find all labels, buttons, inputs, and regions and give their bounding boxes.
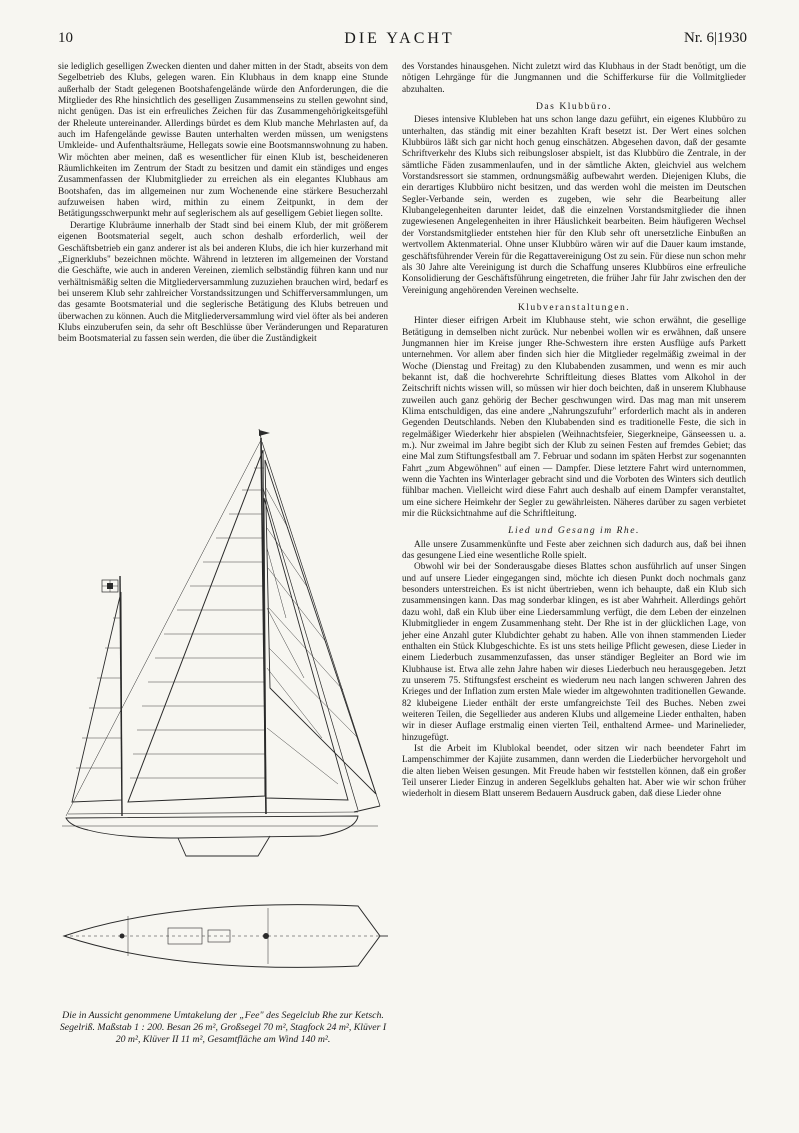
- lied-paragraph-2: Obwohl wir bei der Sonderausgabe dieses Blattes schon ausführlich auf unser Singen und auf unsere Lieder eingegangen sind, möchte ich diesen Punkt doch nochmals ganz besonders unterstreichen. Es ist nicht übertrieben, wenn ich behaupte, daß ein Klub sich zusammensingen kann. Das mag sonderbar klingen, es ist aber Wahrheit. Allerdings gehört dazu wohl, daß ein Klub über eine Liedersammlung verfügt, die dem Leben der einzelnen Klubmitglieder in engem Zusammenhang steht. Der Rhe ist in der glücklichen Lage, von jeher eine Anzahl guter Klubdichter gehabt zu haben. Alle von ihnen stammenden Lieder enthalten ein Stück Klubgeschichte. Es ist uns stets heilige Pflicht gewesen, diese Lieder in einem Liederbuch zusammenzufassen, das unser ständiger Begleiter an Bord wie im Klubhause ist. Etwa alle zehn Jahre haben wir dieses Liederbuch neu herausgegeben. Jetzt zu unserem 75. Stiftungsfest erscheint es wiederum neu nach langen schweren Jahren des Krieges und der Inflation zum ersten Male wieder im altgewohnten traditionellen Gewande. 82 klubeigene Lieder enthält der erste umfangreichste Teil des Buches. Neben zwei weiteren Teilen, die Segellieder aus anderen Klubs und allgemeine Lieder enthalten, haben wir in dieser Auflage erstmalig einen vierten Teil, enthaltend Armee- und Marinelieder, hinzugefügt.: [402, 562, 746, 743]
- masthead-title: DIE YACHT: [344, 30, 455, 47]
- left-column: [58, 62, 388, 346]
- mizzen-sail: [72, 592, 122, 802]
- sail-plan-drawing: [58, 428, 388, 1006]
- page-number: 10: [58, 30, 73, 46]
- jib-seams: [266, 488, 358, 784]
- lied-paragraph-1: Alle unsere Zusammenkünfte und Feste aber zeichnen sich dadurch aus, daß bei ihnen das gesungene Lied eine wesentliche Rolle spielt.: [402, 539, 746, 562]
- left-paragraph-1: sie lediglich geselligen Zwecken dienten und daher mitten in der Stadt, abseits von dem Segelbetrieb des Klubs, gelegen waren. Ein Klubhaus in dem knapp eine Stunde außerhalb der Stadt gelegenen Bootshafengelände würde den Anforderungen, die die Mitglieder des Rhe hinsichtlich des geselligen Zusammenseins zu stellen gewohnt sind, nicht genügen. Das ist ein erfreuliches Zeichen für das Zusammengehörigkeitsgefühl der Rheleute untereinander. Allerdings bürdet es dem Klub manche Mehrlasten auf, da auch im Hafengelände gewisse Bauten unterhalten werden müssen, um wenigstens Umkleide- und Aufenthaltsräume, Hellegats sowie eine Bootsmannswohnung zu haben. Wir möchten aber meinen, daß es wesentlicher für einen Klub ist, bescheideneren Räumlichkeiten im Zentrum der Stadt zu besitzen und damit ein ständiges und enges Zusammenfassen der Klubmitglieder zu erreichen als ein elegantes Klubhaus am Bootshafen, das im allgemeinen nur zum Wochenende eine stärkere Besucherzahl aufzuweisen haben wird, mithin zu einem Zeitpunkt, in dem der Betätigungsschwerpunkt mehr auf seglerischem als auf geselligem Gebiet liegen sollte.: [58, 62, 388, 220]
- jib-outer: [265, 460, 376, 794]
- mizzen-seams: [76, 618, 122, 768]
- klubveranstaltungen-paragraph: Hinter dieser eifrigen Arbeit im Klubhause steht, wie schon erwähnt, die gesellige Betätigung in demselben nicht zurück. Nur nebenbei wollen wir es erwähnen, daß unsere Jungmannen hier im Kreise junger Rhe-Schwestern ihre ersten Ausflüge aufs Parkett unternehmen. Vor allem aber finden sich hier die Mitglieder regelmäßig zweimal in der Woche (Dienstag und Freitag) zu den Klubabenden zusammen, und wenn es mir auch bekannt ist, daß die hochverehrte Schriftleitung dieses Blattes vom Alkohol in der Zeitschrift nichts wissen will, so müssen wir hier doch beichten, daß in unserem Klubhause zuweilen auch ganz gehörig der Becher geschwungen wird. Das mag man mit unserem Klima entschuldigen, das eine andere „Nahrungszufuhr" erforderlich macht als in anderen Gegenden Deutschlands. Neben den Klubabenden sind es traditionelle Feste, die sich in regelmäßiger Wiederkehr hier abspielen (Weihnachtsfeier, Siegerkneipe, Gänseessen u. a. m.). Nur zweimal im Jahre begibt sich der Klub zu seinen Festen auf fremdes Gebiet; das eine Mal zum Stiftungsfestball am 7. Februar und sodann im späten Herbst zur sogenannten Fahrt „zum Abgewöhnen" auf einen — Dampfer. Diese letztere Fahrt wird unternommen, wenn die Yachten ins Winterlager gebracht sind und die Vorboten des Winters sich deutlich fühlbar machen. Vielleicht wird diese Fahrt auch deshalb auf einem Dampfer veranstaltet, um eine sichere Heimkehr der Segler zu gewährleisten. Näheres darüber zu sagen verbietet mir die Rücksichtnahme auf die Schriftleitung.: [402, 316, 746, 520]
- right-paragraph-intro: des Vorstandes hinausgehen. Nicht zuletzt wird das Klubhaus in der Stadt benötigt, um die nötigen Lehrgänge für die Jungmannen und die Schifferkurse für die Vollmitglieder abzuhalten.: [402, 62, 746, 95]
- deck-rail: [68, 812, 358, 814]
- issue-number: Nr. 6|1930: [683, 30, 747, 46]
- mainsail-seams: [130, 468, 265, 778]
- hull-profile: [66, 816, 358, 838]
- section-heading-lied-und-gesang: Lied und Gesang im Rhe.: [508, 525, 640, 537]
- klubbuero-paragraph: Dieses intensive Klubleben hat uns schon lange dazu geführt, ein eigenes Klubbüro zu unterhalten, das ständig mit einer bezahlten Kraft besetzt ist. Der Wert eines solchen Klubbüros läßt sich gar nicht hoch genug einschätzen. Abgesehen davon, daß der gesamte Schriftverkehr des Klubs sich reibungsloser abspielt, ist das Klubbüro die Zentrale, in der sämtliche Fäden zusammenlaufen, und in der sämtliche Akten, gleichviel aus welchem Vorstandsressort sie stammen, ordnungsmäßig aufbewahrt werden. Diejenigen Klubs, die ein derartiges Klubbüro nicht besitzen, und das werden wohl die meisten im Deutschen Segler-Verbande sein, werden es zugeben, wie sehr die Bearbeitung aller Klubangelegenheiten darunter leidet, daß die einzelnen Vorstandsmitglieder die ihnen zugewiesenen Angelegenheiten in ihrer Häuslichkeit bearbeiten. Beim häufigeren Wechsel der Vorstandsmitglieder entstehen hier für den Klub sehr oft unersetzliche Einbußen an wertvollem Aktenmaterial. Ohne unser Klubbüro wären wir auf die Dauer kaum imstande, geschäftsführender Verein für die Regattavereinigung Ost zu sein. Für diese nun schon mehr als 30 Jahre alte Vereinigung ist durch die Schaffung unseres Klubbüros eine erfreuliche Konsolidierung der Geschäftsführung eingetreten, die früher Jahr für Jahr zwischen den der Vereinigung angehörenden Vereinen wechselte.: [402, 115, 746, 296]
- section-heading-klubbuero: Das Klubbüro.: [536, 101, 612, 113]
- sail-plan-figure: [58, 428, 388, 1006]
- figure-caption: Die in Aussicht genommene Umtakelung der „Fee" des Segelclub Rhe zur Ketsch. Segelriß. Maßstab 1 : 200. Besan 26 m², Großsegel 70 m², Stagfock 24 m², Klüver I 20 m², Klüver II 11 m², Gesamtfläche am Wind 140 m².: [59, 1010, 387, 1045]
- lied-paragraph-3: Ist die Arbeit im Klublokal beendet, oder sitzen wir nach beendeter Fahrt im Lampenschimmer der Kajüte zusammen, dann werden die Liederbücher hervorgeholt und die alten lieben Weisen gesungen. Mit Freude haben wir feststellen können, daß ein großer Teil unserer Lieder Einzug in anderen Segelklubs gehalten hat. Aber wie wir schon früher wiederholt in diesem Blatt unserem Bedauern Ausdruck gaben, daß diese Lieder ohne: [402, 743, 746, 800]
- right-column: [402, 62, 746, 801]
- left-paragraph-2: Derartige Klubräume innerhalb der Stadt sind bei einem Klub, der mit größerem eigenen Bootsmaterial segelt, auch schon deshalb erforderlich, weil der Geschäftsbetrieb ein ganz anderer ist als bei anderen Klubs, die ich hier kurzerhand mit „Eignerklubs" bezeichnen möchte. Während in letzteren im allgemeinen der Vorstand die Geschäfte, wie auch in anderen Vereinen, ziemlich selbständig führen kann und nur verhältnismäßig selten die Mitgliederversammlung zuzuziehen brauchen wird, bedarf es bei unserem Klub sehr zahlreicher Vorstandssitzungen und Schifferversammlungen, um das gesamte Bootsmaterial und die seglerische Betätigung des Klubs betreuen und überwachen zu können. Auch die Mitgliederversammlung wird viel öfter als bei anderen Klubs einzuberufen sein, da sehr oft Beschlüsse über Veränderungen und Reparaturen beim Bootsmaterial zu fassen sein werden, die über die Zuständigkeit: [58, 220, 388, 345]
- keel: [178, 836, 270, 856]
- section-heading-klubveranstaltungen: Klubveranstaltungen.: [517, 301, 631, 313]
- mainsail: [128, 450, 265, 802]
